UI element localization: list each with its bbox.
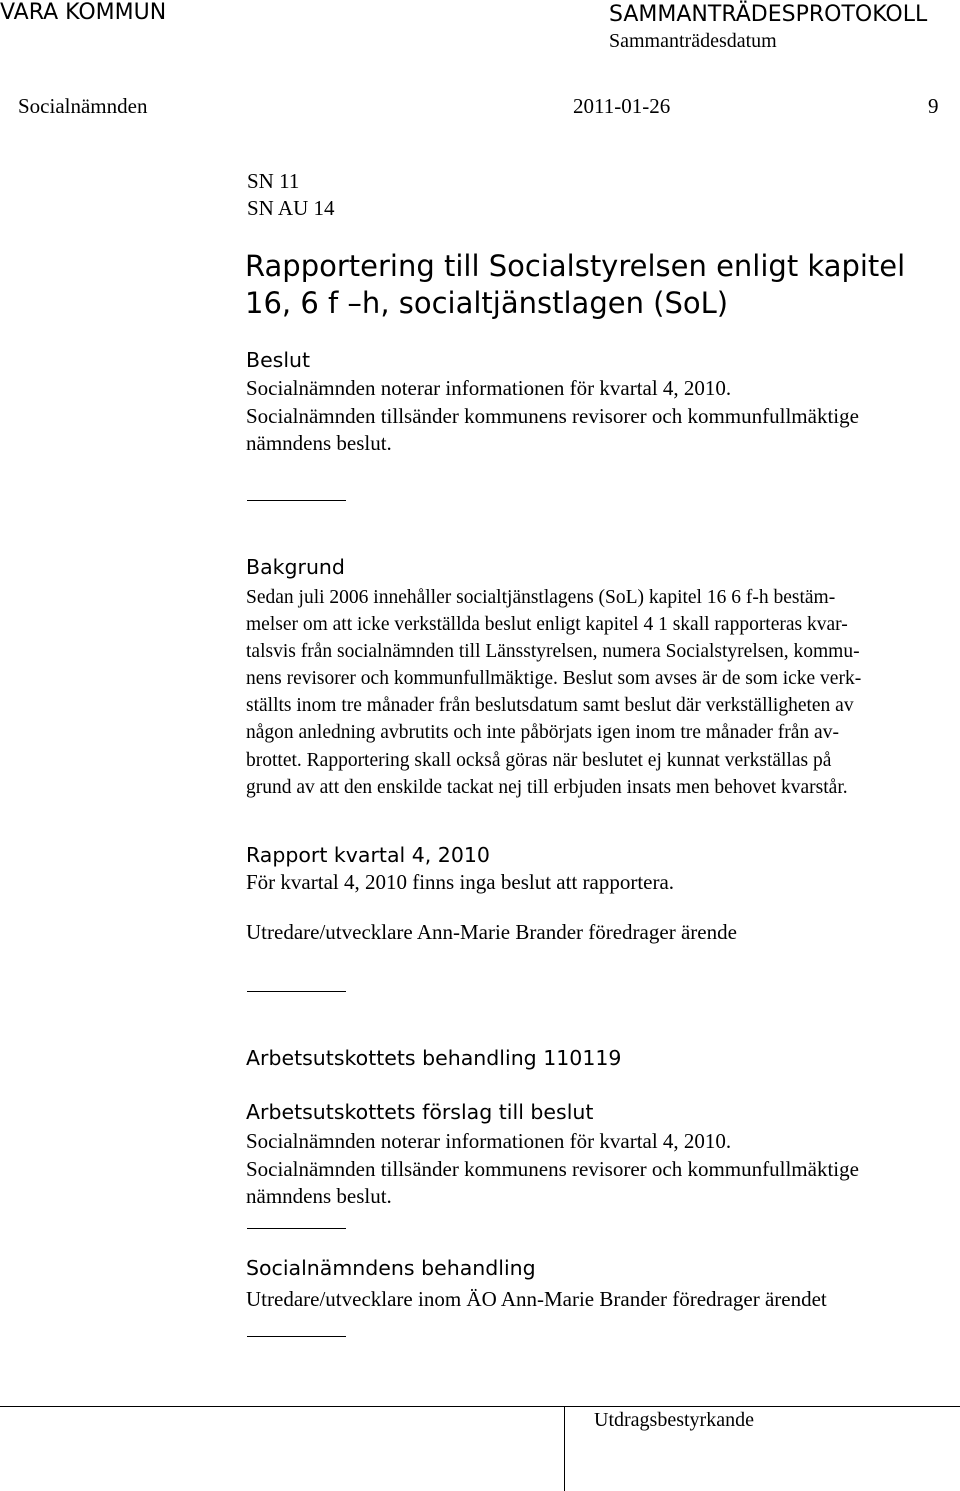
meeting-date: 2011-01-26 [573,94,671,118]
separator-rule [247,991,346,992]
bakgrund-line: nens revisorer och kommunfullmäktige. Beslut som avses är de som icke verk- [246,668,862,690]
bakgrund-line: melser om att icke verkställda beslut enligt kapitel 4 1 skall rapporteras kvar- [246,614,848,636]
bakgrund-line: någon anledning avbrutits och inte påbörjats igen inom tre månader från av- [246,722,839,744]
au-line-3: nämndens beslut. [246,1184,392,1208]
bakgrund-line: talsvis från socialnämnden till Länsstyrelsen, numera Socialstyrelsen, kommu- [246,641,860,663]
title-line-1: Rapportering till Socialstyrelsen enligt kapitel [245,249,906,283]
separator-rule [247,500,346,501]
beslut-line-1: Socialnämnden noterar informationen för kvartal 4, 2010. [246,376,732,400]
sn-behandling-heading: Socialnämndens behandling [246,1256,536,1280]
au-line-1: Socialnämnden noterar informationen för kvartal 4, 2010. [246,1129,732,1153]
committee-name: Socialnämnden [18,94,148,118]
au-forslag-heading: Arbetsutskottets förslag till beslut [246,1100,594,1124]
footer-rule [0,1406,960,1407]
ref-sn: SN 11 [247,169,300,193]
bakgrund-paragraph [246,584,861,801]
ref-snau: SN AU 14 [247,196,335,220]
rapport-text: För kvartal 4, 2010 finns inga beslut att rapportera. [246,870,675,894]
beslut-heading: Beslut [246,348,311,372]
au-line-2: Socialnämnden tillsänder kommunens revisorer och kommunfullmäktige [246,1157,859,1181]
bakgrund-heading: Bakgrund [246,555,345,579]
sn-behandling-text: Utredare/utvecklare inom ÄO Ann-Marie Brander föredrager ärendet [246,1287,827,1311]
beslut-line-3: nämndens beslut. [246,431,392,455]
separator-rule [247,1228,346,1229]
bakgrund-line: brottet. Rapportering skall också göras när beslutet ej kunnat verkställas på [246,749,832,771]
footer-divider [564,1406,565,1491]
title-line-2: 16, 6 f –h, socialtjänstlagen (SoL) [245,286,729,320]
rapport-heading: Rapport kvartal 4, 2010 [246,843,490,867]
bakgrund-line: Sedan juli 2006 innehåller socialtjänstlagens (SoL) kapitel 16 6 f-h bestäm- [246,587,836,608]
au-heading: Arbetsutskottets behandling 110119 [246,1046,622,1070]
date-label: Sammanträdesdatum [609,30,777,52]
beslut-line-2: Socialnämnden tillsänder kommunens revisorer och kommunfullmäktige [246,404,859,428]
rapport-presenter: Utredare/utvecklare Ann-Marie Brander föredrager ärende [246,920,737,944]
bakgrund-line: grund av att den enskilde tackat nej till erbjuden insats men behovet kvarstår. [246,776,848,798]
bakgrund-line: ställts inom tre månader från beslutsdatum samt beslut där verkställigheten av [246,695,854,717]
org-name: VARA KOMMUN [0,0,167,25]
doc-type: SAMMANTRÄDESPROTOKOLL [609,2,928,27]
footer-label: Utdragsbestyrkande [594,1409,754,1431]
separator-rule [247,1336,346,1337]
page-number: 9 [928,94,939,118]
